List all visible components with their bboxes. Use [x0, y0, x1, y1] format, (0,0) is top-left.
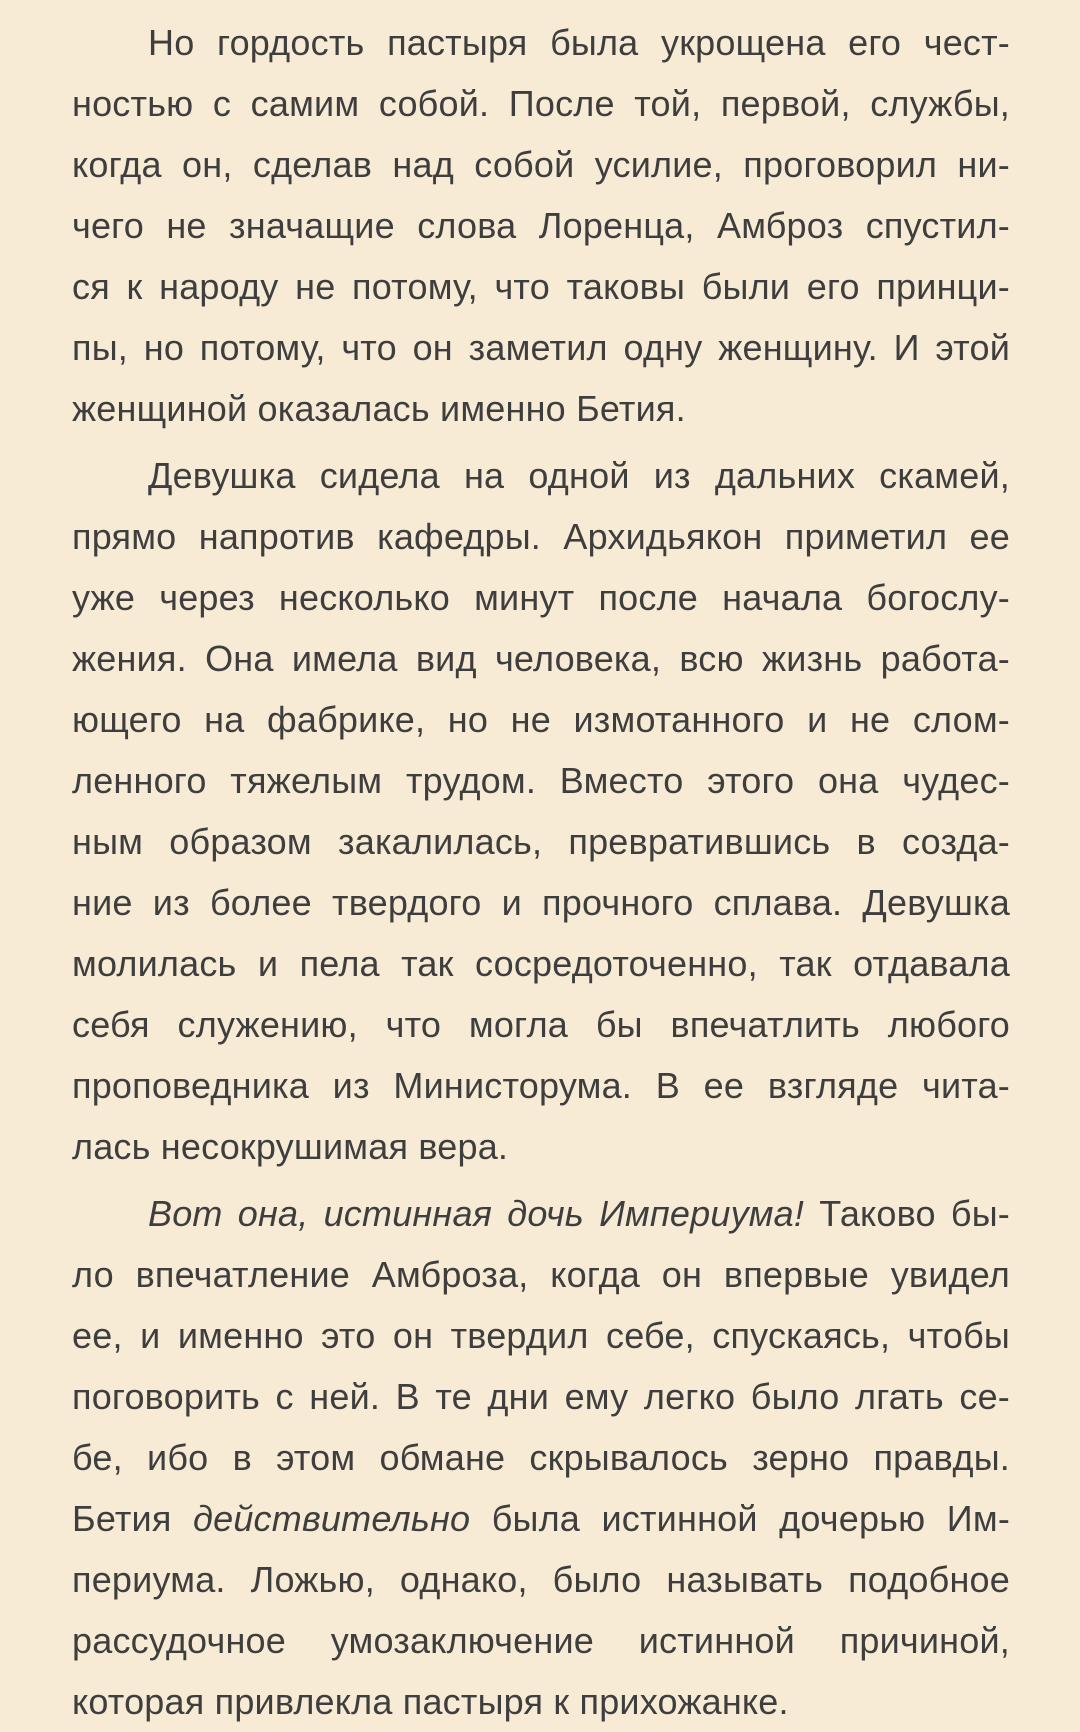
text-line: ние из более твердого и прочного сплава. Девушка	[72, 882, 1010, 923]
text-line: Девушка сидела на одной из дальних скамей,	[148, 455, 1010, 496]
text-line	[72, 1488, 1010, 1549]
text-line	[72, 1183, 1010, 1244]
text-line: жения. Она имела вид человека, всю жизнь работа-	[72, 638, 1010, 679]
text-line: молилась и пела так сосредоточенно, так отдавала	[72, 943, 1010, 984]
text-run: была истинной дочерью Им-	[470, 1498, 1011, 1539]
text-line: ло впечатление Амброза, когда он впервые увидел	[72, 1254, 1010, 1295]
text-run: Таково бы-	[804, 1193, 1010, 1234]
text-line: чего не значащие слова Лоренца, Амброз спустил-	[72, 205, 1010, 246]
text-line: уже через несколько минут после начала богослу-	[72, 577, 1010, 618]
text-run: Бетия	[72, 1498, 194, 1539]
text-line: которая привлекла пастыря к прихожанке.	[72, 1681, 789, 1722]
text-line: ся к народу не потому, что таковы были его принци-	[72, 266, 1010, 307]
text-line: ее, и именно это он твердил себе, спускаясь, чтобы	[72, 1315, 1010, 1356]
paragraph	[72, 445, 1010, 1177]
text-line: проповедника из Министорума. В ее взгляде чита-	[72, 1065, 1010, 1106]
text-line: ным образом закалилась, превратившись в созда-	[72, 821, 1010, 862]
text-line: себя служению, что могла бы впечатлить любого	[72, 1004, 1010, 1045]
text-line: лась несокрушимая вера.	[72, 1126, 509, 1167]
text-line: бе, ибо в этом обмане скрывалось зерно правды.	[72, 1437, 1010, 1478]
italic-phrase: Вот она, истинная дочь Империума!	[148, 1193, 805, 1234]
text-line: поговорить с ней. В те дни ему легко было лгать се-	[72, 1376, 1010, 1417]
paragraph	[72, 1183, 1010, 1732]
text-line: Но гордость пастыря была укрощена его чест-	[148, 22, 1010, 63]
italic-phrase: действительно	[193, 1498, 471, 1539]
text-line: женщиной оказалась именно Бетия.	[72, 388, 686, 429]
text-line: ющего на фабрике, но не измотанного и не слом-	[72, 699, 1010, 740]
text-line: когда он, сделав над собой усилие, проговорил ни-	[72, 144, 1010, 185]
text-line: рассудочное умозаключение истинной причиной,	[72, 1620, 1010, 1661]
text-line: периума. Ложью, однако, было называть подобное	[72, 1559, 1010, 1600]
text-line: прямо напротив кафедры. Архидьякон приметил ее	[72, 516, 1010, 557]
text-line: пы, но потому, что он заметил одну женщину. И этой	[72, 327, 1010, 368]
paragraph	[72, 12, 1010, 439]
text-line: ностью с самим собой. После той, первой, службы,	[72, 83, 1010, 124]
text-line: ленного тяжелым трудом. Вместо этого она чудес-	[72, 760, 1010, 801]
